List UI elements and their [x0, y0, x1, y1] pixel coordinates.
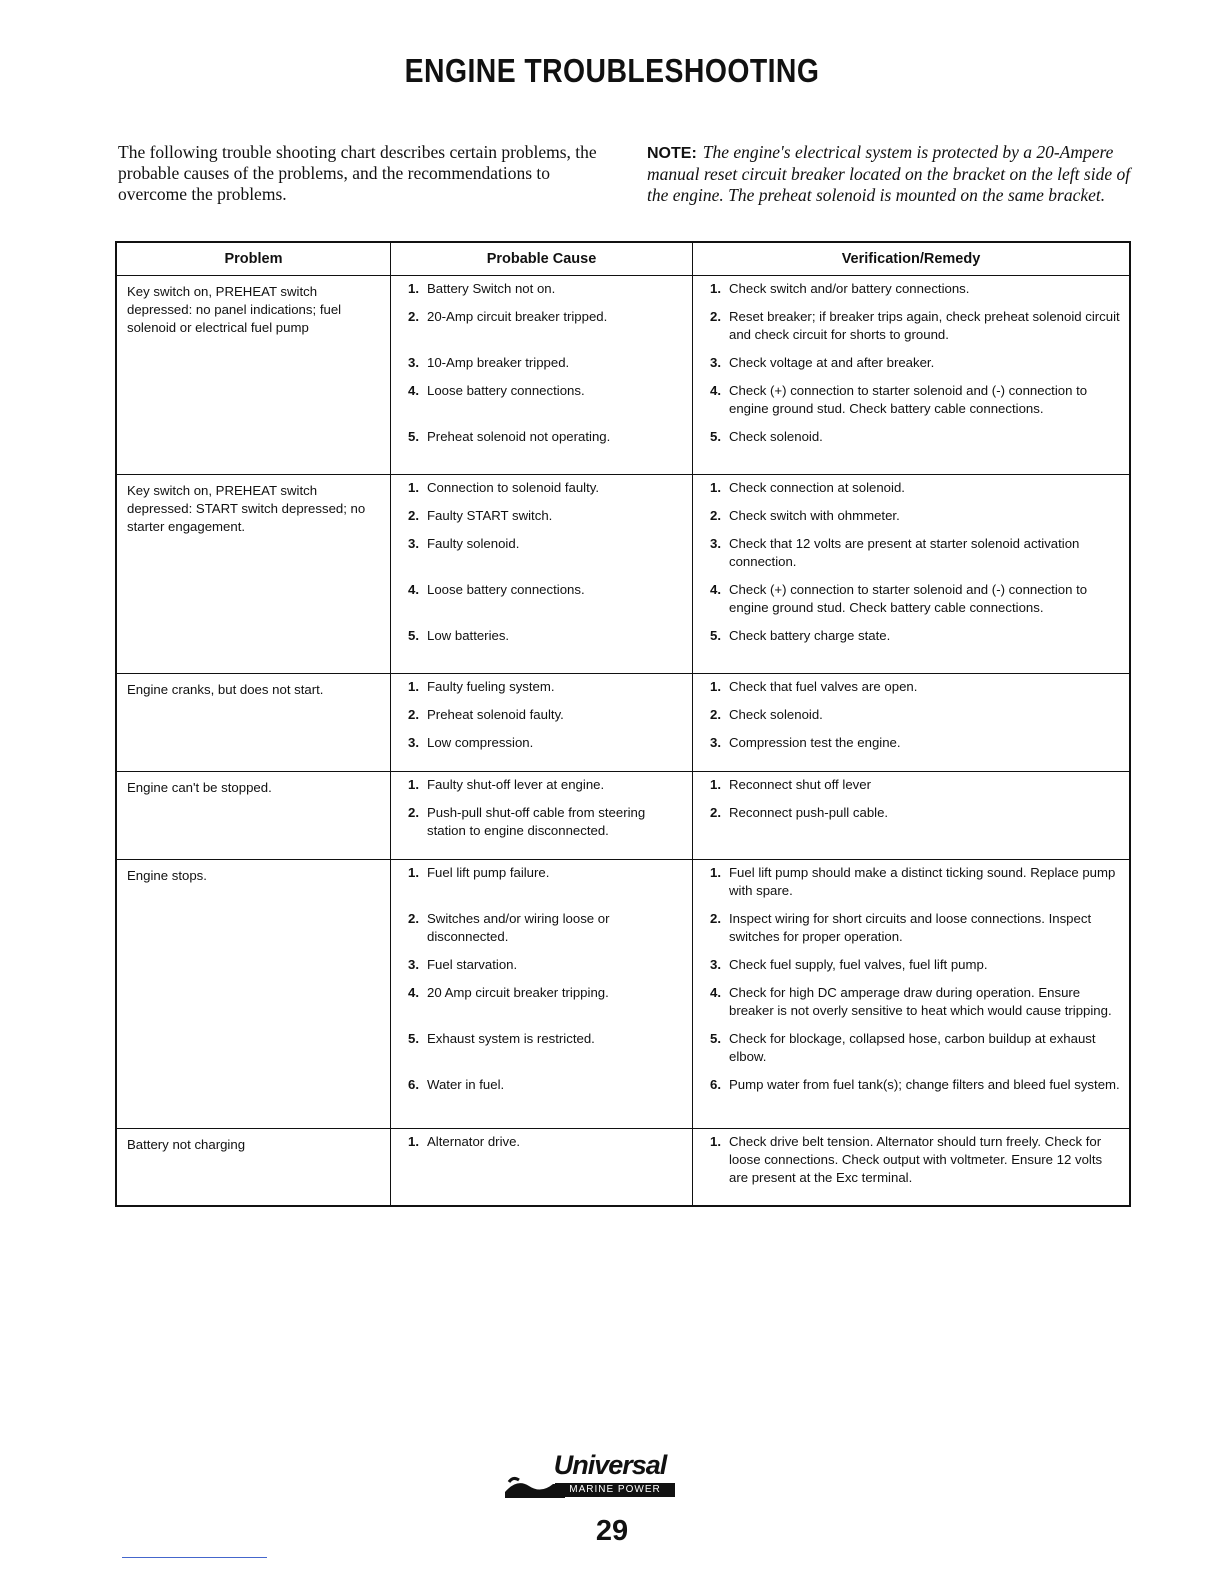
- remedy-item: [697, 535, 1123, 571]
- cause-item: [395, 984, 686, 1020]
- cause-cell: [391, 772, 693, 860]
- remedy-item: [697, 382, 1123, 418]
- item-number: 1.: [408, 281, 419, 296]
- item-text: Fuel lift pump failure.: [427, 865, 550, 881]
- remedy-item: [697, 479, 1123, 497]
- item-text: Exhaust system is restricted.: [427, 1031, 595, 1047]
- remedy-cell: [693, 474, 1130, 673]
- item-text: 20-Amp circuit breaker tripped.: [427, 309, 608, 324]
- intro-paragraph: The following trouble shooting chart describes certain problems, the probable causes of the problems, and the recommendations to overcome the problems.: [118, 142, 597, 204]
- remedy-item: [697, 428, 1123, 446]
- item-number: 2.: [408, 911, 419, 927]
- cause-cell: [391, 673, 693, 772]
- item-number: 1.: [408, 777, 419, 793]
- cause-item: [395, 1030, 686, 1066]
- item-text: Water in fuel.: [427, 1077, 505, 1093]
- remedy-item: [697, 678, 1123, 696]
- cause-item: [395, 428, 686, 446]
- table-row: [117, 673, 1130, 772]
- remedy-item: [697, 734, 1123, 752]
- item-number: 5.: [408, 1031, 419, 1047]
- item-number: 4.: [408, 581, 419, 597]
- item-text: Check voltage at and after breaker.: [729, 355, 935, 370]
- cause-item: [395, 706, 686, 724]
- item-text: Alternator drive.: [427, 1133, 521, 1149]
- problem-cell: Key switch on, PREHEAT switch depressed: no panel indications; fuel solenoid or electrical fuel pump: [117, 276, 391, 475]
- item-text: Faulty fueling system.: [427, 678, 555, 694]
- item-text: Check solenoid.: [729, 429, 823, 444]
- page-title: ENGINE TROUBLESHOOTING: [404, 52, 820, 89]
- item-text: Low batteries.: [427, 627, 510, 643]
- cause-item: [395, 382, 686, 418]
- item-number: 1.: [710, 865, 721, 881]
- item-number: 3.: [710, 355, 721, 370]
- item-number: 4.: [710, 985, 721, 1001]
- cause-item: [395, 479, 686, 497]
- problem-cell: Battery not charging: [117, 1128, 391, 1205]
- troubleshooting-table: [115, 241, 1131, 1207]
- item-text: Check fuel supply, fuel valves, fuel lift pump.: [729, 957, 988, 973]
- item-text: Low compression.: [427, 734, 534, 750]
- remedy-item: [697, 627, 1123, 645]
- cause-item: [395, 910, 686, 946]
- note-paragraph: [647, 142, 1132, 206]
- item-text: Loose battery connections.: [427, 383, 585, 398]
- remedy-cell: [693, 673, 1130, 772]
- universal-logo: [505, 1450, 720, 1500]
- item-number: 3.: [408, 355, 419, 370]
- cause-item: [395, 734, 686, 752]
- header-problem: Problem: [117, 243, 391, 276]
- cause-item: [395, 1133, 686, 1187]
- cause-item: [395, 507, 686, 525]
- item-number: 1.: [710, 777, 721, 793]
- remedy-item: [697, 581, 1123, 617]
- item-number: 5.: [710, 429, 721, 444]
- note-label: NOTE:: [647, 145, 697, 162]
- item-number: 1.: [710, 281, 721, 296]
- item-text: Check switch with ohmmeter.: [729, 507, 900, 523]
- item-number: 5.: [710, 627, 721, 643]
- remedy-item: [697, 1030, 1123, 1066]
- item-text: Connection to solenoid faulty.: [427, 479, 600, 495]
- remedy-item: [697, 956, 1123, 974]
- item-number: 3.: [710, 734, 721, 750]
- remedy-item: [697, 864, 1123, 900]
- problem-cell: Engine cranks, but does not start.: [117, 673, 391, 772]
- cause-item: [395, 308, 686, 344]
- cause-item: [395, 804, 686, 840]
- item-text: Check (+) connection to starter solenoid and (-) connection to engine ground stud. Check battery cable connections.: [729, 383, 1088, 416]
- item-text: 10-Amp breaker tripped.: [427, 355, 570, 370]
- item-text: Check switch and/or battery connections.: [729, 281, 970, 296]
- remedy-item: [697, 1133, 1123, 1187]
- remedy-item: [697, 1076, 1123, 1094]
- item-text: Reconnect shut off lever: [729, 777, 871, 793]
- item-text: Reconnect push-pull cable.: [729, 805, 889, 821]
- item-text: Check battery charge state.: [729, 627, 891, 643]
- item-text: Inspect wiring for short circuits and loose connections. Inspect switches for proper operation.: [729, 911, 1092, 945]
- table-row: [117, 276, 1130, 475]
- item-number: 5.: [710, 1031, 721, 1047]
- cause-item: [395, 1076, 686, 1094]
- remedy-item: [697, 354, 1123, 372]
- cause-cell: [391, 474, 693, 673]
- item-number: 2.: [408, 309, 419, 324]
- item-number: 1.: [408, 678, 419, 694]
- item-number: 4.: [408, 383, 419, 398]
- item-text: Pump water from fuel tank(s); change filters and bleed fuel system.: [729, 1077, 1120, 1093]
- remedy-item: [697, 706, 1123, 724]
- table-row: [117, 772, 1130, 860]
- item-number: 5.: [408, 627, 419, 643]
- item-text: Faulty START switch.: [427, 507, 553, 523]
- cause-item: [395, 678, 686, 696]
- cause-item: [395, 776, 686, 794]
- cause-item: [395, 280, 686, 298]
- cause-item: [395, 354, 686, 372]
- item-text: Check that fuel valves are open.: [729, 678, 918, 694]
- item-text: Check connection at solenoid.: [729, 479, 905, 495]
- cause-item: [395, 627, 686, 645]
- table-row: [117, 474, 1130, 673]
- problem-cell: Engine can't be stopped.: [117, 772, 391, 860]
- item-text: Check that 12 volts are present at starter solenoid activation connection.: [729, 535, 1080, 569]
- item-number: 2.: [408, 805, 419, 821]
- item-number: 3.: [408, 957, 419, 973]
- item-text: Check for blockage, collapsed hose, carbon buildup at exhaust elbow.: [729, 1031, 1096, 1065]
- cause-item: [395, 581, 686, 617]
- remedy-item: [697, 308, 1123, 344]
- item-text: Check solenoid.: [729, 706, 823, 722]
- remedy-cell: [693, 860, 1130, 1128]
- remedy-item: [697, 804, 1123, 840]
- item-number: 2.: [710, 911, 721, 927]
- cause-item: [395, 956, 686, 974]
- item-number: 6.: [710, 1077, 721, 1093]
- item-number: 2.: [710, 507, 721, 523]
- item-text: Switches and/or wiring loose or disconnected.: [427, 911, 610, 945]
- table-header-row: [117, 243, 1130, 276]
- cause-cell: [391, 276, 693, 475]
- item-number: 2.: [408, 507, 419, 523]
- item-text: 20 Amp circuit breaker tripping.: [427, 985, 609, 1001]
- problem-cell: Engine stops.: [117, 860, 391, 1128]
- remedy-cell: [693, 1128, 1130, 1205]
- item-number: 1.: [408, 865, 419, 881]
- item-number: 1.: [408, 1133, 419, 1149]
- item-text: Check for high DC amperage draw during operation. Ensure breaker is not overly sensitive to heat which would cause tripping.: [729, 985, 1112, 1019]
- header-verification-remedy: Verification/Remedy: [693, 243, 1130, 276]
- item-text: Compression test the engine.: [729, 734, 901, 750]
- item-number: 2.: [710, 805, 721, 821]
- item-number: 1.: [710, 479, 721, 495]
- item-number: 2.: [710, 706, 721, 722]
- table-row: [117, 860, 1130, 1128]
- item-text: Fuel starvation.: [427, 957, 518, 973]
- item-number: 1.: [408, 479, 419, 495]
- remedy-cell: [693, 772, 1130, 860]
- item-number: 1.: [710, 1133, 721, 1149]
- item-number: 4.: [710, 581, 721, 597]
- cause-cell: [391, 1128, 693, 1205]
- item-text: Fuel lift pump should make a distinct ticking sound. Replace pump with spare.: [729, 865, 1116, 899]
- item-number: 3.: [408, 535, 419, 551]
- item-text: Battery Switch not on.: [427, 281, 556, 296]
- cause-item: [395, 535, 686, 571]
- item-number: 4.: [408, 985, 419, 1001]
- item-number: 1.: [710, 678, 721, 694]
- logo-tagline: MARINE POWER: [555, 1483, 675, 1497]
- remedy-item: [697, 984, 1123, 1020]
- remedy-item: [697, 507, 1123, 525]
- item-text: Push-pull shut-off cable from steering station to engine disconnected.: [427, 805, 646, 839]
- note-text: The engine's electrical system is protected by a 20-Ampere manual reset circuit breaker located on the bracket on the left side of the engine. The preheat solenoid is mounted on the same bracket.: [647, 142, 1131, 205]
- item-number: 3.: [710, 957, 721, 973]
- remedy-item: [697, 280, 1123, 298]
- item-text: Loose battery connections.: [427, 581, 585, 597]
- item-text: Check drive belt tension. Alternator should turn freely. Check for loose connections. Check output with voltmeter. Ensure 12 volts are present at the Exc terminal.: [729, 1133, 1103, 1185]
- cause-cell: [391, 860, 693, 1128]
- table-row: [117, 1128, 1130, 1205]
- item-number: 3.: [710, 535, 721, 551]
- item-text: Preheat solenoid not operating.: [427, 429, 611, 444]
- remedy-item: [697, 910, 1123, 946]
- item-number: 5.: [408, 429, 419, 444]
- item-text: Check (+) connection to starter solenoid and (-) connection to engine ground stud. Check battery cable connections.: [729, 581, 1088, 615]
- item-number: 6.: [408, 1077, 419, 1093]
- item-number: 3.: [408, 734, 419, 750]
- footer-rule: [122, 1557, 267, 1558]
- logo-word: Universal: [553, 1450, 667, 1480]
- header-probable-cause: Probable Cause: [391, 243, 693, 276]
- item-text: Faulty shut-off lever at engine.: [427, 777, 605, 793]
- problem-cell: Key switch on, PREHEAT switch depressed: START switch depressed; no starter engagement.: [117, 474, 391, 673]
- remedy-item: [697, 776, 1123, 794]
- remedy-cell: [693, 276, 1130, 475]
- item-number: 4.: [710, 383, 721, 398]
- item-text: Faulty solenoid.: [427, 535, 520, 551]
- item-number: 2.: [710, 309, 721, 324]
- item-text: Reset breaker; if breaker trips again, check preheat solenoid circuit and check circuit for shorts to ground.: [729, 309, 1120, 342]
- item-text: Preheat solenoid faulty.: [427, 706, 564, 722]
- page-number: 29: [595, 1515, 629, 1547]
- cause-item: [395, 864, 686, 900]
- item-number: 2.: [408, 706, 419, 722]
